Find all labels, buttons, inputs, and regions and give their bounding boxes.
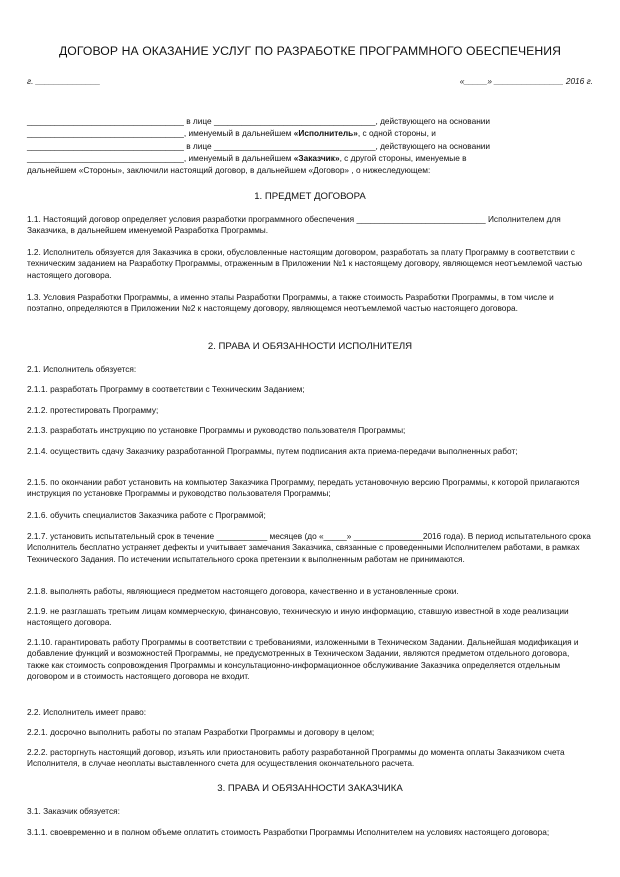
clause-2-2-1: 2.2.1. досрочно выполнить работы по этапам Разработки Программы и договору в целом; bbox=[27, 727, 375, 737]
section-1-heading: 1. ПРЕДМЕТ ДОГОВОРА bbox=[254, 191, 366, 202]
clause-2-1-8: 2.1.8. выполнять работы, являющиеся предметом настоящего договора, качественно и в установленные сроки. bbox=[27, 586, 459, 596]
clause-1-1: 1.1. Настоящий договор определяет условия разработки программного обеспечения ____________________________ Исполнителем для Заказчика, в дальнейшем именуемой Разработка Программы. bbox=[27, 214, 561, 236]
contract-date: «_____» _______________ 2016 г. bbox=[459, 76, 593, 86]
clause-2-1-9: 2.1.9. не разглашать третьим лицам коммерческую, финансовую, техническую и иную информацию, ставшую известной в ходе реализации настоящего договора. bbox=[27, 606, 569, 628]
executor-term: «Исполнитель» bbox=[293, 128, 358, 138]
contract-city: г. ______________ bbox=[27, 76, 101, 86]
clause-2-1-10: 2.1.10. гарантировать работу Программы в соответствии с требованиями, изложенными в Техническом Задании. Дальнейшая модификация и добавление функций и возможностей Программы, не предусмотренных в Техническом Задании, являются предметом отдельного договора, также как стоимость сопровождения Программы и консультационно-информационное обслуживание Заказчика определяется отдельным договором и в стоимость настоящего договора не входит. bbox=[27, 637, 579, 682]
clause-2-1-7: 2.1.7. установить испытательный срок в течение ___________ месяцев (до «_____» _______________2016 года). В период испытательного срока Исполнитель бесплатно устраняет дефекты и учитывает замечания Заказчика, связанные с проведенными Исполнителем работами, в рамках Технического Задания. По истечении испытательного срока претензии к выполненным работам не принимаются. bbox=[27, 531, 591, 564]
clause-2-1: 2.1. Исполнитель обязуется: bbox=[27, 364, 137, 374]
clause-1-2: 1.2. Исполнитель обязуется для Заказчика в сроки, обусловленные настоящим договором, разработать за плату Программу в соответствии с техническим заданием на Разработку Программы, отраженным в Приложении №1 к настоящему договору, являющемся неотъемлемой частью настоящего договора. bbox=[27, 247, 583, 280]
clause-2-2-2: 2.2.2. расторгнуть настоящий договор, изъять или приостановить работу разработанной Программы до момента оплаты Заказчиком счета Исполнителя, в случае неоплаты выставленного счета для осуществления окончательного расчета. bbox=[27, 747, 565, 769]
preamble-line-3: __________________________________ в лице ___________________________________, действующего на основании bbox=[27, 141, 491, 151]
clause-2-2: 2.2. Исполнитель имеет право: bbox=[27, 707, 147, 717]
preamble-line-2: __________________________________, именуемый в дальнейшем «Исполнитель», с одной стороны, и bbox=[27, 128, 436, 138]
preamble-line-5: дальнейшем «Стороны», заключили настоящий договор, в дальнейшем «Договор» , о нижеследующем: bbox=[27, 165, 431, 175]
section-3-heading: 3. ПРАВА И ОБЯЗАННОСТИ ЗАКАЗЧИКА bbox=[217, 783, 403, 794]
clause-3-1-1: 3.1.1. своевременно и в полном объеме оплатить стоимость Разработки Программы Исполнителем на условиях настоящего договора; bbox=[27, 827, 550, 837]
clause-2-1-3: 2.1.3. разработать инструкцию по установке Программы и руководство пользователя Программы; bbox=[27, 425, 406, 435]
clause-2-1-2: 2.1.2. протестировать Программу; bbox=[27, 405, 159, 415]
clause-2-1-1: 2.1.1. разработать Программу в соответствии с Техническим Заданием; bbox=[27, 384, 305, 394]
clause-2-1-5: 2.1.5. по окончании работ установить на компьютер Заказчика Программу, передать установочную версию Программы, к которой прилагаются инструкция по установке Программы и руководство пользователя Программы; bbox=[27, 477, 580, 499]
clause-1-3: 1.3. Условия Разработки Программы, а именно этапы Разработки Программы, а также стоимость Разработки Программы, в том числе и поэтапно, определяются в Приложении №2 к настоящему договору, являющемся неотъемлемой частью настоящего договора. bbox=[27, 292, 554, 314]
document-title: ДОГОВОР НА ОКАЗАНИЕ УСЛУГ ПО РАЗРАБОТКЕ ПРОГРАММНОГО ОБЕСПЕЧЕНИЯ bbox=[58, 44, 562, 58]
preamble-line-4: __________________________________, именуемый в дальнейшем «Заказчик», с другой стороны, именуемые в bbox=[27, 153, 467, 163]
clause-3-1: 3.1. Заказчик обязуется: bbox=[27, 806, 120, 816]
customer-term: «Заказчик» bbox=[293, 153, 340, 163]
clause-2-1-6: 2.1.6. обучить специалистов Заказчика работе с Программой; bbox=[27, 510, 266, 520]
preamble-line-1: __________________________________ в лице ___________________________________, действующего на основании bbox=[27, 116, 491, 126]
section-2-heading: 2. ПРАВА И ОБЯЗАННОСТИ ИСПОЛНИТЕЛЯ bbox=[207, 341, 413, 352]
clause-2-1-4: 2.1.4. осуществить сдачу Заказчику разработанной Программы, путем подписания акта приема-передачи выполненных работ; bbox=[27, 446, 518, 456]
